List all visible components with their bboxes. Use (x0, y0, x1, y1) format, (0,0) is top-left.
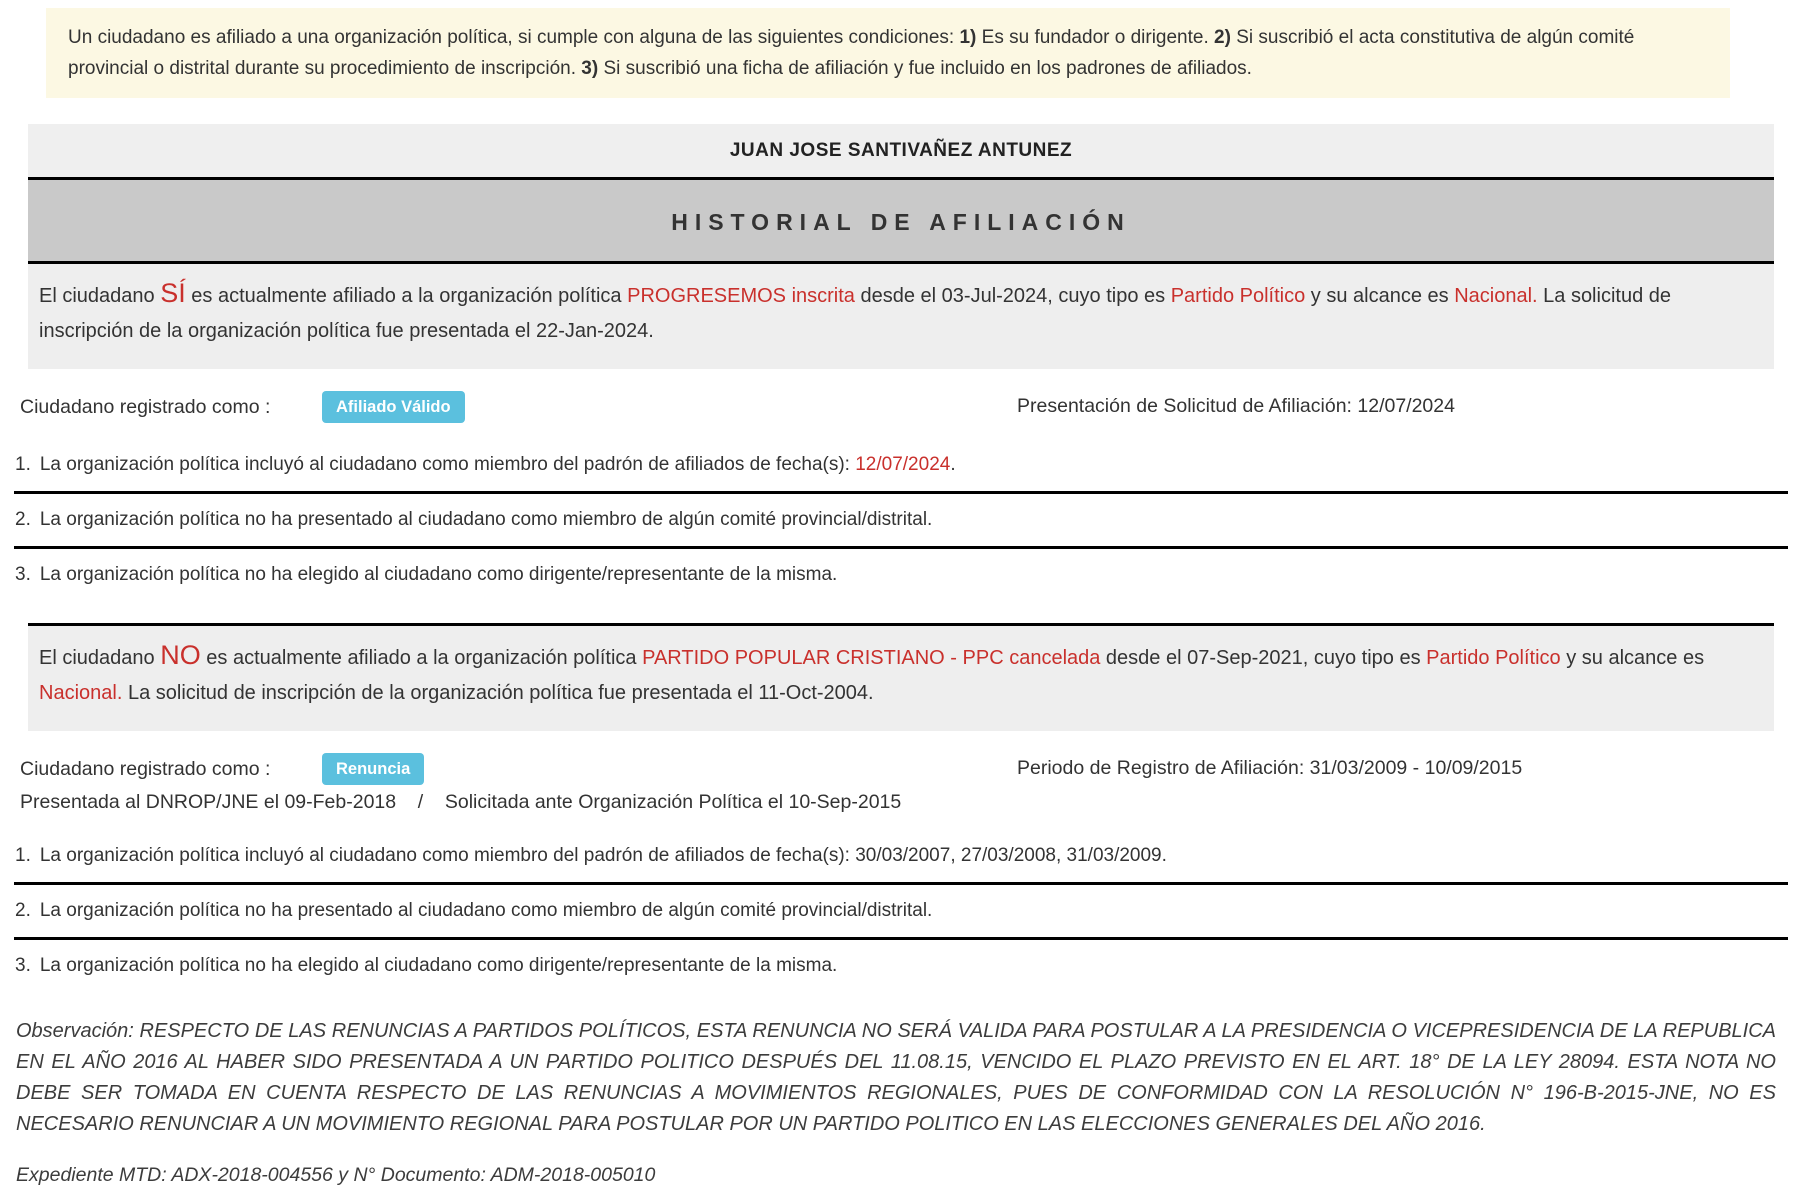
text-segment: 3) (581, 58, 599, 79)
text-segment: Nacional. (39, 682, 123, 704)
text-segment: desde el 07-Sep-2021, cuyo tipo es (1100, 647, 1427, 669)
observation-note: Observación: RESPECTO DE LAS RENUNCIAS A PARTIDOS POLÍTICOS, ESTA RENUNCIA NO SERÁ VALIDA PARA POSTULAR A LA PRESIDENCIA O VICEPRESIDENCIA DE LA REPUBLICA EN EL AÑO 2016 AL HABER SIDO PRESENTADA A UN PARTIDO POLITICO DESPUÉS DEL 11.08.15, VENCIDO EL PLAZO PREVISTO EN EL ART. 18° DE LA LEY 28094. ESTA NOTA NO DEBE SER TOMADA EN CUENTA RESPECTO DE LAS RENUNCIAS A MOVIMIENTOS REGIONALES, PUES DE CONFORMIDAD CON LA RESOLUCIÓN N° 196-B-2015-JNE, NO ES NECESARIO RENUNCIAR A UN MOVIMIENTO REGIONAL PARA POSTULAR POR UN PARTIDO POLITICO EN LAS ELECCIONES GENERALES DEL AÑO 2016. (16, 1020, 1776, 1135)
text-segment: y su alcance es (1560, 647, 1705, 669)
text-segment: SÍ (160, 278, 186, 308)
status-row (20, 753, 1802, 785)
list-item (14, 885, 1788, 940)
text-segment: . (950, 454, 956, 475)
affiliation-history-title: HISTORIAL DE AFILIACIÓN (28, 177, 1774, 261)
text-segment: La organización política incluyó al ciudadano como miembro del padrón de afiliados de fecha(s): (39, 454, 856, 475)
affiliation-detail-list (14, 439, 1788, 601)
registered-as-label: Ciudadano registrado como : (20, 395, 271, 418)
text-segment: Partido Político (1170, 285, 1306, 307)
item-number: 2. (15, 900, 31, 921)
list-item (14, 830, 1788, 885)
item-text (40, 452, 1788, 478)
section-divider-gap (0, 601, 1802, 623)
text-segment: El ciudadano (39, 647, 161, 669)
text-segment: es actualmente afiliado a la organización política (185, 285, 628, 307)
text-segment: La organización política no ha elegido al ciudadano como dirigente/representante de la misma. (39, 955, 838, 976)
text-segment: desde el 03-Jul-2024, cuyo tipo es (854, 285, 1171, 307)
solicitud-presentation-date: Presentación de Solicitud de Afiliación: 12/07/2024 (1017, 395, 1455, 417)
item-number: 3. (15, 564, 31, 585)
item-text (40, 953, 1788, 979)
text-segment: PARTIDO POPULAR CRISTIANO - PPC cancelada (642, 647, 1101, 669)
item-number: 1. (15, 845, 31, 866)
item-text (40, 843, 1788, 869)
affiliation-summary (28, 623, 1774, 731)
item-number: 1. (15, 454, 31, 475)
text-segment: 12/07/2024 (855, 454, 951, 475)
text-segment: Un ciudadano es afiliado a una organización política, si cumple con alguna de las siguientes condiciones: (68, 27, 960, 48)
text-segment: es actualmente afiliado a la organización política (200, 647, 643, 669)
text-segment: La organización política no ha elegido al ciudadano como dirigente/representante de la misma. (39, 564, 838, 585)
expediente-note: Expediente MTD: ADX-2018-004556 y N° Documento: ADM-2018-005010 (16, 1164, 656, 1186)
text-segment: La organización política incluyó al ciudadano como miembro del padrón de afiliados de fecha(s): 30/03/2007, 27/03/2008, 31/03/2009. (39, 845, 1167, 866)
text-segment: 1) (959, 27, 977, 48)
text-segment: NO (160, 640, 201, 670)
text-segment: Si suscribió el acta constitutiva de algún comité provincial o distrital durante su procedimiento de inscripción. (68, 27, 1635, 79)
list-item (14, 439, 1788, 494)
status-badge-renuncia[interactable]: Renuncia (322, 753, 424, 786)
item-text (40, 507, 1788, 533)
item-number: 2. (15, 509, 31, 530)
registered-as-label: Ciudadano registrado como : (20, 757, 271, 780)
text-segment: La organización política no ha presentado al ciudadano como miembro de algún comité provincial/distrital. (39, 509, 933, 530)
item-text (40, 562, 1788, 588)
status-badge-afiliado-valido[interactable]: Afiliado Válido (322, 391, 465, 424)
text-segment: La solicitud de inscripción de la organización política fue presentada el 11-Oct-2004. (122, 682, 874, 704)
list-item (14, 494, 1788, 549)
affiliation-definition-notice (46, 8, 1730, 98)
text-segment: La organización política no ha presentado al ciudadano como miembro de algún comité provincial/distrital. (39, 900, 933, 921)
affiliation-section-ppc (0, 623, 1802, 992)
citizen-name: JUAN JOSE SANTIVAÑEZ ANTUNEZ (28, 124, 1774, 177)
item-text (40, 898, 1788, 924)
affiliation-summary (28, 261, 1774, 369)
text-segment: El ciudadano (39, 285, 161, 307)
text-segment: y su alcance es (1305, 285, 1455, 307)
list-item (14, 549, 1788, 601)
item-number: 3. (15, 955, 31, 976)
text-segment: La solicitud de inscripción de la organización política fue presentada el 22-Jan-2024. (39, 285, 1671, 342)
text-segment: Partido Político (1426, 647, 1561, 669)
text-segment: 2) (1214, 27, 1231, 48)
affiliation-detail-list (14, 830, 1788, 992)
list-item (14, 940, 1788, 992)
registration-period: Periodo de Registro de Afiliación: 31/03/2009 - 10/09/2015 (1017, 757, 1523, 779)
text-segment: Es su fundador o dirigente. (976, 27, 1215, 48)
affiliation-section-progresemos (0, 261, 1802, 601)
text-segment: Si suscribió una ficha de afiliación y fue incluido en los padrones de afiliados. (598, 58, 1252, 79)
text-segment: PROGRESEMOS inscrita (627, 285, 855, 307)
renuncia-dates-info: Presentada al DNROP/JNE el 09-Feb-2018 / Solicitada ante Organización Política el 10-Sep-2015 (20, 791, 902, 813)
status-row (20, 391, 1802, 423)
text-segment: Nacional. (1454, 285, 1538, 307)
